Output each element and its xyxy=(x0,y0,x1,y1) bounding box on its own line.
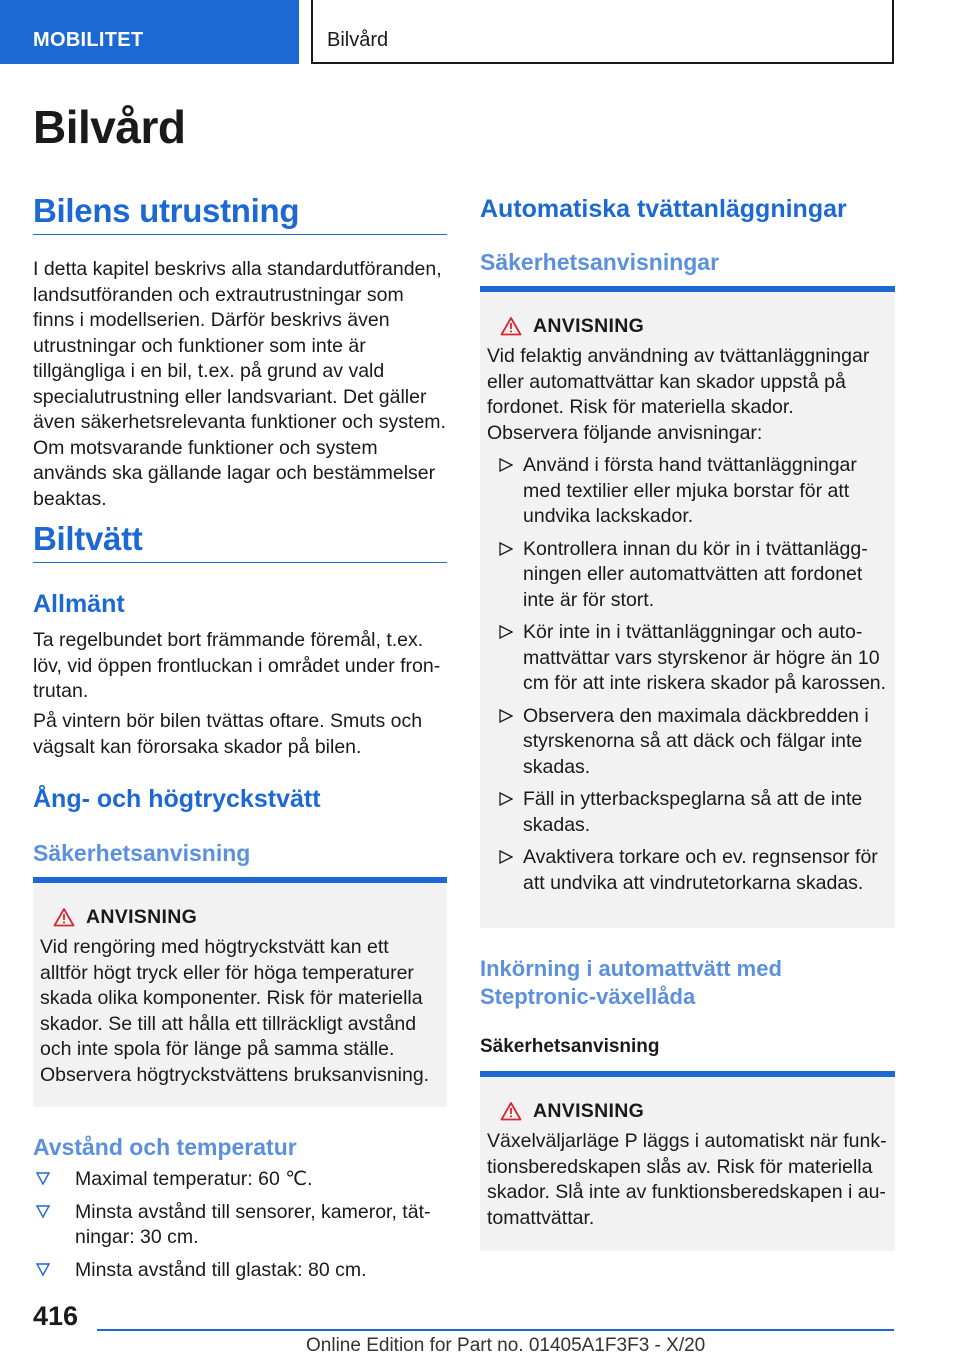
section-title-bilens-utrustning: Bilens utrustning xyxy=(33,192,300,229)
warning-box-tvattanlaggning xyxy=(480,286,895,928)
list-item: Kör inte in i tvättanläggningar och automattvättar vars styrskenor är högre än 10 cm för att inte riskera skador på karossen. xyxy=(487,620,887,697)
list-item: Fäll in ytterbackspeglarna så att de inte skadas. xyxy=(487,787,887,838)
list-avstand xyxy=(33,1160,447,1283)
triangle-bullet-icon xyxy=(36,1263,50,1277)
triangle-bullet-icon xyxy=(499,542,513,556)
chapter-header: Bilvård xyxy=(311,0,894,64)
warning-title: ANVISNING xyxy=(533,314,645,337)
warning-text: Vid rengöring med högtryckstvätt kan ett alltför högt tryck eller för höga temperaturer skada olika komponenter. Risk för materiella skador. Se till att hålla ett tillräckligt avstånd och inte spola för länge på samma ställe. Observera högtryckstvättens bruksanvisning. xyxy=(40,936,430,1086)
page-title: Bilvård xyxy=(33,101,186,153)
triangle-bullet-icon xyxy=(36,1172,50,1186)
section-title-biltvatt: Biltvätt xyxy=(33,520,143,557)
heading-allmant: Allmänt xyxy=(33,590,125,618)
heading-automatiska-tvattanlaggningar: Automatiska tvättanläggningar xyxy=(480,195,847,223)
heading-inkorning: Inkörning i automattvätt med Steptronic-växellåda xyxy=(480,956,782,1009)
allmant-paragraph-1: Ta regelbundet bort främmande föremål, t.ex. löv, vid öppen frontluckan i området under frontrutan. xyxy=(33,629,441,702)
warning-triangle-icon xyxy=(489,314,533,338)
triangle-bullet-icon xyxy=(499,709,513,723)
allmant-paragraph-2: På vintern bör bilen tvättas oftare. Smuts och vägsalt kan förorsaka skador på bilen. xyxy=(33,710,423,758)
footer-rule xyxy=(97,1329,894,1331)
warning-triangle-icon xyxy=(42,905,86,929)
warning-text: Växelväljarläge P läggs i automatiskt när funktionsberedskapen slås av. Risk för materiella skador. Slå inte av funktionsberedskapen i automattvättar. xyxy=(487,1130,887,1229)
page-number: 416 xyxy=(33,1301,79,1331)
section-rule xyxy=(33,234,447,235)
list-item: Observera den maximala däckbredden i styrskenorna så att däck och fälgar inte skadas. xyxy=(487,704,887,781)
section-tab: MOBILITET xyxy=(0,0,299,64)
list-item: Kontrollera innan du kör in i tvättanläggningen eller automattvätten att fordonet inte är för stort. xyxy=(487,537,887,614)
subheading-sakerhetsanvisningar: Säkerhetsanvisningar xyxy=(480,249,720,275)
triangle-bullet-icon xyxy=(499,625,513,639)
footer-edition: Online Edition for Part no. 01405A1F3F3 - X/20 xyxy=(306,1335,706,1356)
triangle-bullet-icon xyxy=(36,1205,50,1219)
warning-title: ANVISNING xyxy=(533,1099,645,1122)
list-item: Maximal temperatur: 60 ℃. xyxy=(33,1167,447,1193)
triangle-bullet-icon xyxy=(499,850,513,864)
warning-triangle-icon xyxy=(489,1099,533,1123)
heading-ang-hogtryck: Ång- och högtryckstvätt xyxy=(33,785,321,813)
triangle-bullet-icon xyxy=(499,458,513,472)
section-rule xyxy=(33,562,447,563)
list-item: Avaktivera torkare och ev. regnsensor för att undvika att vindrutetorkarna skadas. xyxy=(487,845,887,896)
subheading-sakerhetsanvisning: Säkerhetsanvisning xyxy=(480,1036,660,1057)
heading-avstand-temperatur: Avstånd och temperatur xyxy=(33,1134,297,1160)
warning-box-steptronic xyxy=(480,1071,895,1251)
warning-list xyxy=(487,453,887,896)
subheading-sakerhetsanvisning: Säkerhetsanvisning xyxy=(33,840,251,866)
list-item: Minsta avstånd till glastak: 80 cm. xyxy=(33,1258,447,1284)
warning-text: Vid felaktig användning av tvättanläggningar eller automattvättar kan skador uppstå på fordonet. Risk för materiella skador. Observera följande anvisningar: xyxy=(487,345,870,444)
list-item: Använd i första hand tvättanläggningar med textilier eller mjuka borstar för att undvika lackskador. xyxy=(487,453,887,530)
triangle-bullet-icon xyxy=(499,792,513,806)
warning-box-hogtryck xyxy=(33,877,447,1107)
intro-paragraph: I detta kapitel beskrivs alla standardutföranden, landsutföranden och extrautrustningar som finns i modellserien. Därför beskrivs även utrustningar och funktioner som inte är tillgängliga i en bil, t.ex. på grund av vald specialutrustning eller landsvariant. Det gäller även säkerhetsrelevanta funktioner och system. Om motsvarande funktioner och system används ska gällande lagar och bestämmelser beaktas. xyxy=(33,258,446,510)
warning-title: ANVISNING xyxy=(86,905,198,928)
list-item: Minsta avstånd till sensorer, kameror, tätningar: 30 cm. xyxy=(33,1200,447,1251)
